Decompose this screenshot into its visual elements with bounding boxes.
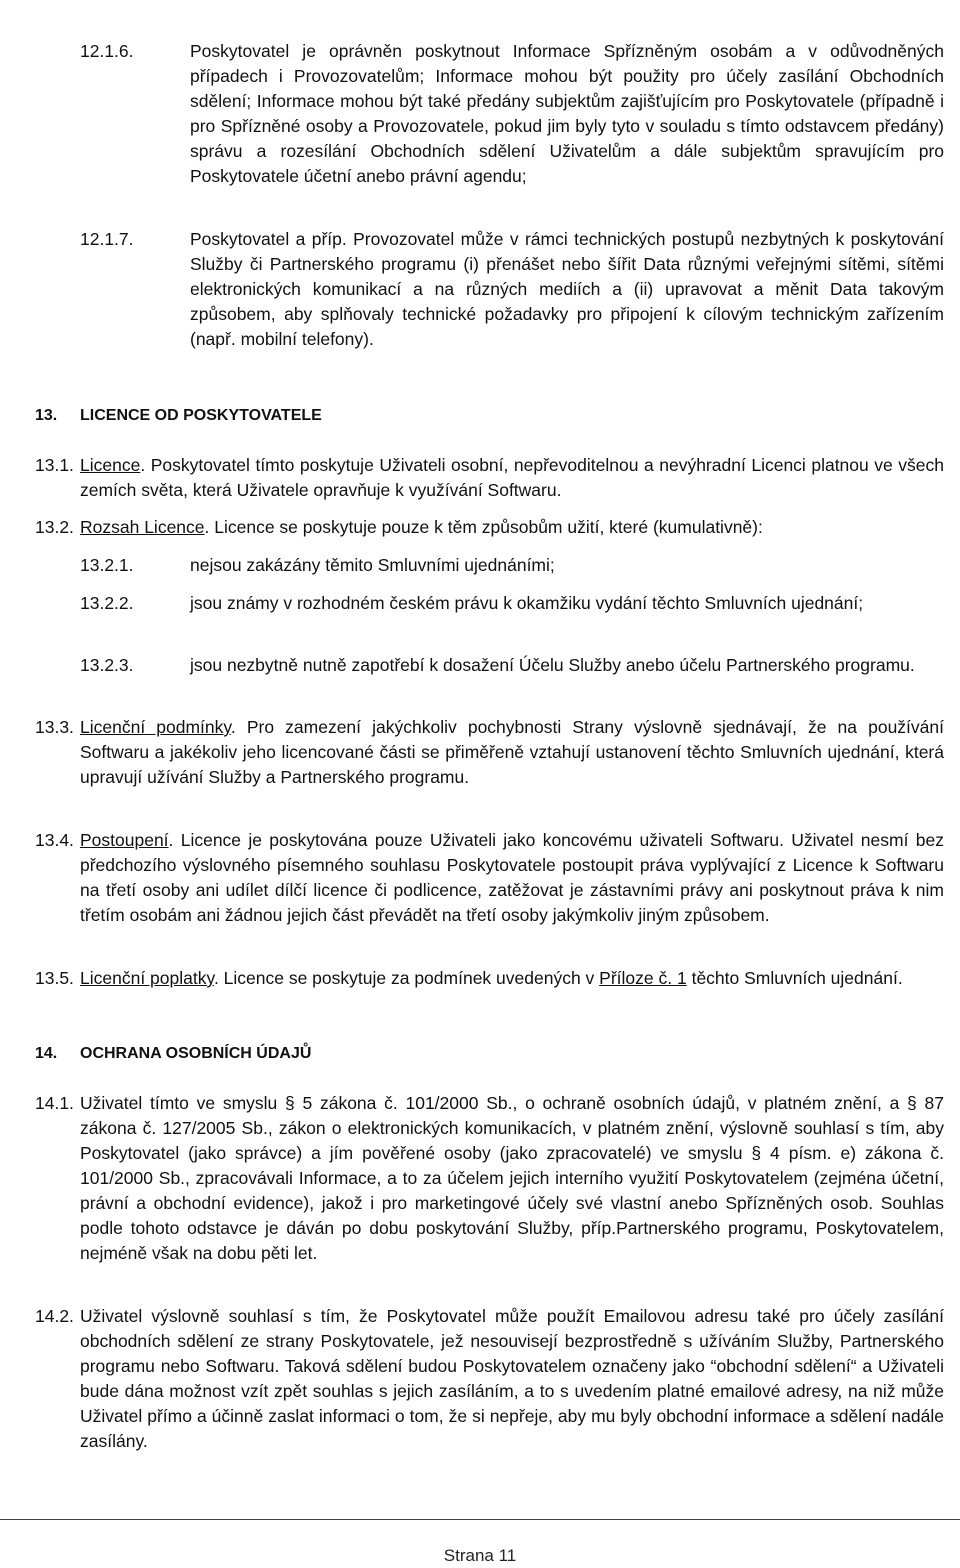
clause-text: jsou nezbytně nutně zapotřebí k dosažení Účelu Služby anebo účelu Partnerského programu. bbox=[190, 655, 915, 675]
clause-12-1-7 bbox=[80, 227, 944, 352]
section-number: 13. bbox=[35, 407, 58, 424]
clause-number: 13.2. bbox=[35, 517, 74, 537]
clause-number: 13.2.2. bbox=[80, 593, 134, 613]
clause-term: Licenční poplatky bbox=[80, 968, 214, 988]
clause-number: 12.1.6. bbox=[80, 41, 134, 61]
section-title: LICENCE OD POSKYTOVATELE bbox=[80, 407, 322, 424]
clause-number: 12.1.7. bbox=[80, 229, 134, 249]
clause-term: Postoupení bbox=[80, 830, 169, 850]
clause-body: . Licence se poskytuje pouze k těm způsobům užití, které (kumulativně): bbox=[204, 517, 763, 537]
clause-body: . Pro zamezení jakýchkoliv pochybnosti Strany výslovně sjednávají, že na používání Softwaru a jakékoliv jeho licencované části se přiměřeně vztahují ustanovení těchto Smluvních ujednání, která upravují užívání Služby a Partnerského programu. bbox=[80, 717, 944, 787]
clause-14-2 bbox=[35, 1304, 944, 1454]
clause-13-2-3 bbox=[80, 653, 944, 678]
clause-body-end: těchto Smluvních ujednání. bbox=[686, 968, 903, 988]
clause-number: 13.2.1. bbox=[80, 555, 134, 575]
clause-number: 14.2. bbox=[35, 1306, 74, 1326]
annex-link[interactable]: Příloze č. 1 bbox=[599, 968, 687, 988]
clause-text: nejsou zakázány těmito Smluvními ujednáními; bbox=[190, 555, 555, 575]
page-number: Strana 11 bbox=[443, 1546, 517, 1565]
clause-number: 13.5. bbox=[35, 968, 74, 988]
section-heading-13 bbox=[35, 403, 935, 428]
clause-text bbox=[80, 828, 944, 928]
section-title: OCHRANA OSOBNÍCH ÚDAJŮ bbox=[80, 1045, 312, 1062]
section-heading-14 bbox=[35, 1041, 935, 1066]
clause-text: Poskytovatel a příp. Provozovatel může v rámci technických postupů nezbytných k poskytování Služby či Partnerského programu (i) přenášet nebo šířit Data různými veřejnými sítěmi, sítěmi elektronických komunikací a na různých mediích a (ii) upravovat a měnit Data takovým způsobem, aby splňovaly technické požadavky pro připojení k cílovým technickým zařízením (např. mobilní telefony). bbox=[190, 229, 944, 349]
clause-text: jsou známy v rozhodném českém právu k okamžiku vydání těchto Smluvních ujednání; bbox=[190, 593, 864, 613]
section-number: 14. bbox=[35, 1045, 58, 1062]
clause-text: Uživatel tímto ve smyslu § 5 zákona č. 101/2000 Sb., o ochraně osobních údajů, v platném znění, a § 87 zákona č. 127/2005 Sb., zákon o elektronických komunikacích, v platném znění, výslovně souhlasí s tím, aby Poskytovatel (jako správce) a jím pověřené osoby (jako zpracovatelé) ve smyslu § 4 písm. e) zákona č. 101/2000 Sb., zpracovávali Informace, a to za účelem jejich interního využití Poskytovatelem (zejména účetní, právní a obchodní evidence), jakož i pro marketingové účely své vlastní anebo Spřízněných osob. Souhlas podle tohoto odstavce je dáván po dobu poskytování Služby, příp.Partnerského programu, Poskytovatelem, nejméně však na dobu pěti let. bbox=[80, 1093, 944, 1263]
clause-text bbox=[80, 453, 944, 503]
clause-body: . Licence je poskytována pouze Uživateli jako koncovému uživateli Softwaru. Uživatel nesmí bez předchozího výslovného písemného souhlasu Poskytovatele postoupit práva vyplývající z Licence k Softwaru na třetí osoby ani udílet dílčí licence či podlicence, zatěžovat je zástavními právy ani poskytnout práva k nim třetím osobám ani žádnou jejich část převádět na třetí osoby jakýmkoliv jiným způsobem. bbox=[80, 830, 944, 925]
clause-body: . Poskytovatel tímto poskytuje Uživateli osobní, nepřevoditelnou a nevýhradní Licenci platnou ve všech zemích světa, která Uživatele opravňuje k využívání Softwaru. bbox=[80, 455, 944, 500]
clause-13-2 bbox=[35, 515, 944, 540]
clause-13-5 bbox=[35, 966, 944, 991]
clause-12-1-6 bbox=[80, 39, 944, 189]
clause-text: Uživatel výslovně souhlasí s tím, že Poskytovatel může použít Emailovou adresu také pro účely zasílání obchodních sdělení ze strany Poskytovatele, jež nesouvisejí bezprostředně s užíváním Služby, Partnerského programu nebo Softwaru. Taková sdělení budou Poskytovatelem označeny jako “obchodní sdělení“ a Uživateli bude dána možnost vzít zpět souhlas s jejich zasíláním, a to s uvedením platné emailové adresy, na niž může Uživatel přímo a účinně zaslat informaci o tom, že si nepřeje, aby mu byly obchodní informace a sdělení nadále zasílány. bbox=[80, 1306, 944, 1451]
clause-text bbox=[80, 715, 944, 790]
clause-number: 13.3. bbox=[35, 717, 74, 737]
clause-13-1 bbox=[35, 453, 944, 503]
clause-13-4 bbox=[35, 828, 944, 928]
clause-13-2-1 bbox=[80, 553, 944, 578]
clause-14-1 bbox=[35, 1091, 944, 1266]
clause-term: Licence bbox=[80, 455, 141, 475]
clause-number: 13.1. bbox=[35, 455, 74, 475]
clause-text: Poskytovatel je oprávněn poskytnout Informace Spřízněným osobám a v odůvodněných případech i Provozovatelům; Informace mohou být použity pro účely zasílání Obchodních sdělení; Informace mohou být také předány subjektům zajišťujícím pro Poskytovatele (případně i pro Spřízněné osoby a Provozovatele, pokud jim byly tyto v souladu s tímto odstavcem předány) správu a rozesílání Obchodních sdělení Uživatelům a dále subjektům spravujícím pro Poskytovatele účetní anebo právní agendu; bbox=[190, 41, 944, 186]
clause-body: . Licence se poskytuje za podmínek uvedených v bbox=[213, 968, 600, 988]
clause-number: 13.2.3. bbox=[80, 655, 134, 675]
clause-term: Rozsah Licence bbox=[80, 517, 205, 537]
footer-divider bbox=[0, 1519, 960, 1520]
clause-13-3 bbox=[35, 715, 944, 790]
clause-number: 13.4. bbox=[35, 830, 74, 850]
clause-term: Licenční podmínky bbox=[80, 717, 231, 737]
clause-text bbox=[80, 515, 944, 540]
clause-number: 14.1. bbox=[35, 1093, 74, 1113]
clause-13-2-2 bbox=[80, 591, 944, 616]
clause-text bbox=[80, 966, 944, 991]
